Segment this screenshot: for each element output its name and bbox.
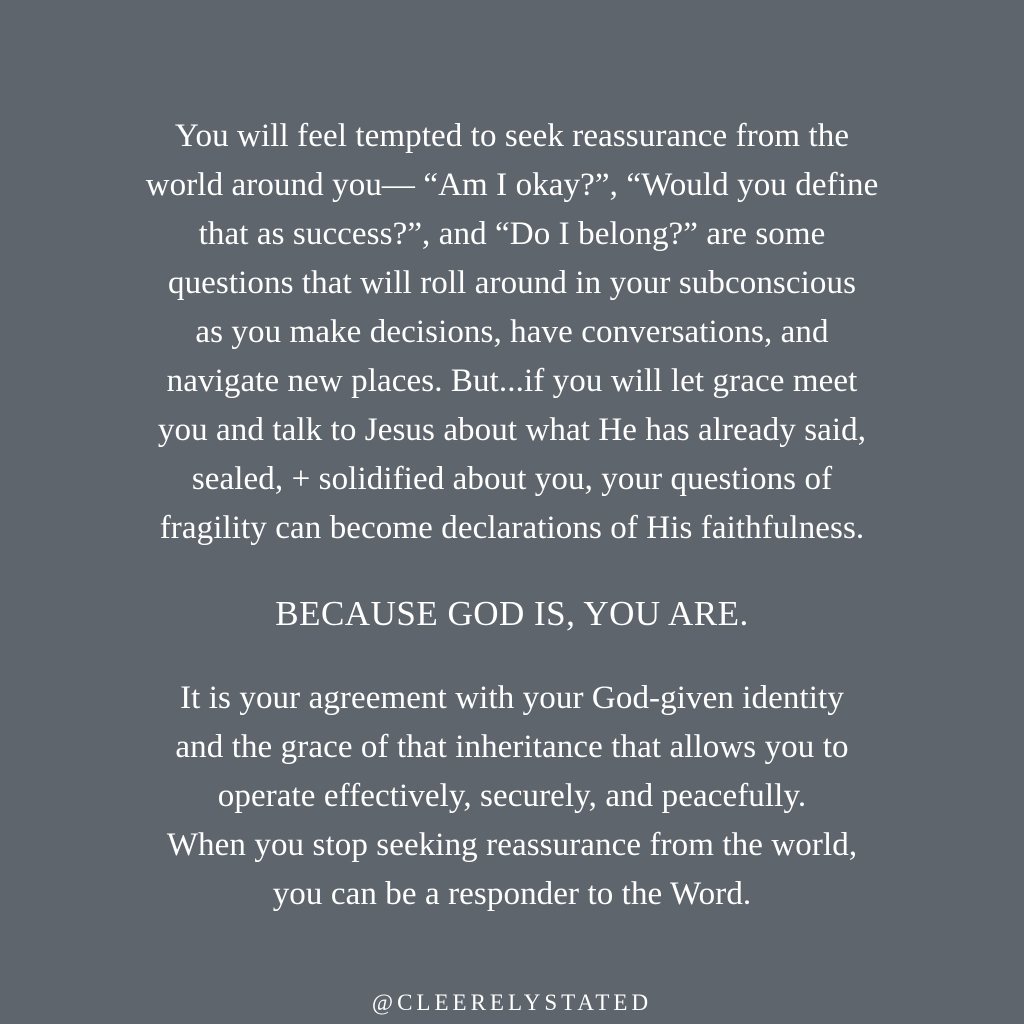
social-handle: @CLEERELYSTATED [371,990,653,1015]
intro-line-1: You will feel tempted to seek reassurance from the [174,118,850,154]
closing-line-1: It is your agreement with your God-given identity [180,680,844,716]
heading: BECAUSE GOD IS, YOU ARE. [275,594,749,633]
intro-paragraph [0,112,1024,553]
closing-paragraph [0,674,1024,919]
intro-line-3: that as success?”, and “Do I belong?” are some [198,216,826,252]
closing-line-4: When you stop seeking reassurance from the world, [166,827,858,863]
intro-line-6: navigate new places. But...if you will let grace meet [166,363,858,399]
intro-line-2: world around you— “Am I okay?”, “Would you define [145,167,879,203]
closing-line-5: you can be a responder to the Word. [272,876,752,912]
closing-line-3: operate effectively, securely, and peacefully. [217,778,807,814]
intro-line-5: as you make decisions, have conversations, and [195,314,829,350]
closing-line-2: and the grace of that inheritance that allows you to [175,729,849,765]
intro-line-9: fragility can become declarations of His faithfulness. [159,510,865,546]
intro-line-8: sealed, + solidified about you, your questions of [191,461,833,497]
intro-line-7: you and talk to Jesus about what He has already said, [157,412,867,448]
intro-line-4: questions that will roll around in your subconscious [167,265,857,301]
